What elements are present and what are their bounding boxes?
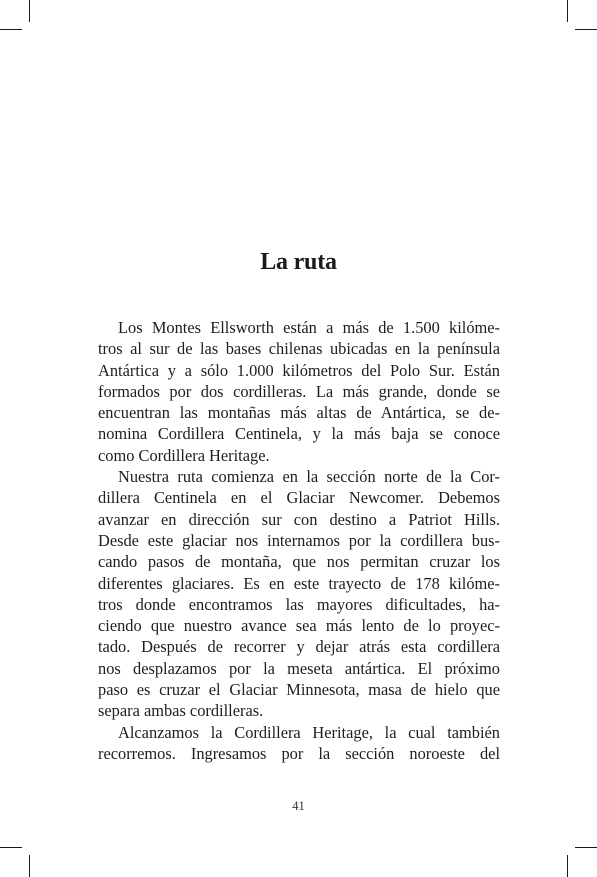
text-line: Antártica y a sólo 1.000 kilómetros del Polo Sur. Están [98,360,500,380]
text-line: Alcanzamos la Cordillera Heritage, la cual también [118,722,500,742]
page-number: 41 [292,799,305,813]
text-line: separa ambas cordilleras. [98,701,264,721]
text-line: avanzar en dirección sur con destino a Patriot Hills. [98,509,500,529]
text-line: Desde este glaciar nos internamos por la cordillera bus- [98,530,500,550]
text-line: ciendo que nuestro avance sea más lento de lo proyec- [98,616,500,636]
chapter-title: La ruta [260,249,337,275]
text-line: diferentes glaciares. Es en este trayecto de 178 kilóme- [98,573,500,593]
text-line: cando pasos de montaña, que nos permitan cruzar los [98,552,500,572]
crop-mark [567,855,568,877]
text-line: Nuestra ruta comienza en la sección norte de la Cor- [118,467,500,487]
text-line: tado. Después de recorrer y dejar atrás esta cordillera [98,637,500,657]
crop-mark [575,847,597,848]
crop-mark [0,847,22,848]
text-line: como Cordillera Heritage. [98,445,270,465]
text-line: recorremos. Ingresamos por la sección noroeste del [98,743,500,763]
crop-mark [29,0,30,22]
text-line: dillera Centinela en el Glaciar Newcomer. Debemos [98,488,500,508]
text-line: formados por dos cordilleras. La más grande, donde se [98,381,500,401]
text-line: paso es cruzar el Glaciar Minnesota, masa de hielo que [98,680,500,700]
body-text [98,317,500,764]
text-line: Los Montes Ellsworth están a más de 1.500 kilóme- [118,318,500,337]
text-line: tros al sur de las bases chilenas ubicadas en la península [98,339,500,359]
crop-mark [29,855,30,877]
crop-mark [567,0,568,22]
text-line: nomina Cordillera Centinela, y la más baja se conoce [98,424,500,444]
crop-mark [575,29,597,30]
text-line: tros donde encontramos las mayores dificultades, ha- [98,594,500,614]
crop-mark [0,29,22,30]
text-line: nos desplazamos por la meseta antártica. El próximo [98,658,500,678]
text-line: encuentran las montañas más altas de Antártica, se de- [98,403,500,423]
